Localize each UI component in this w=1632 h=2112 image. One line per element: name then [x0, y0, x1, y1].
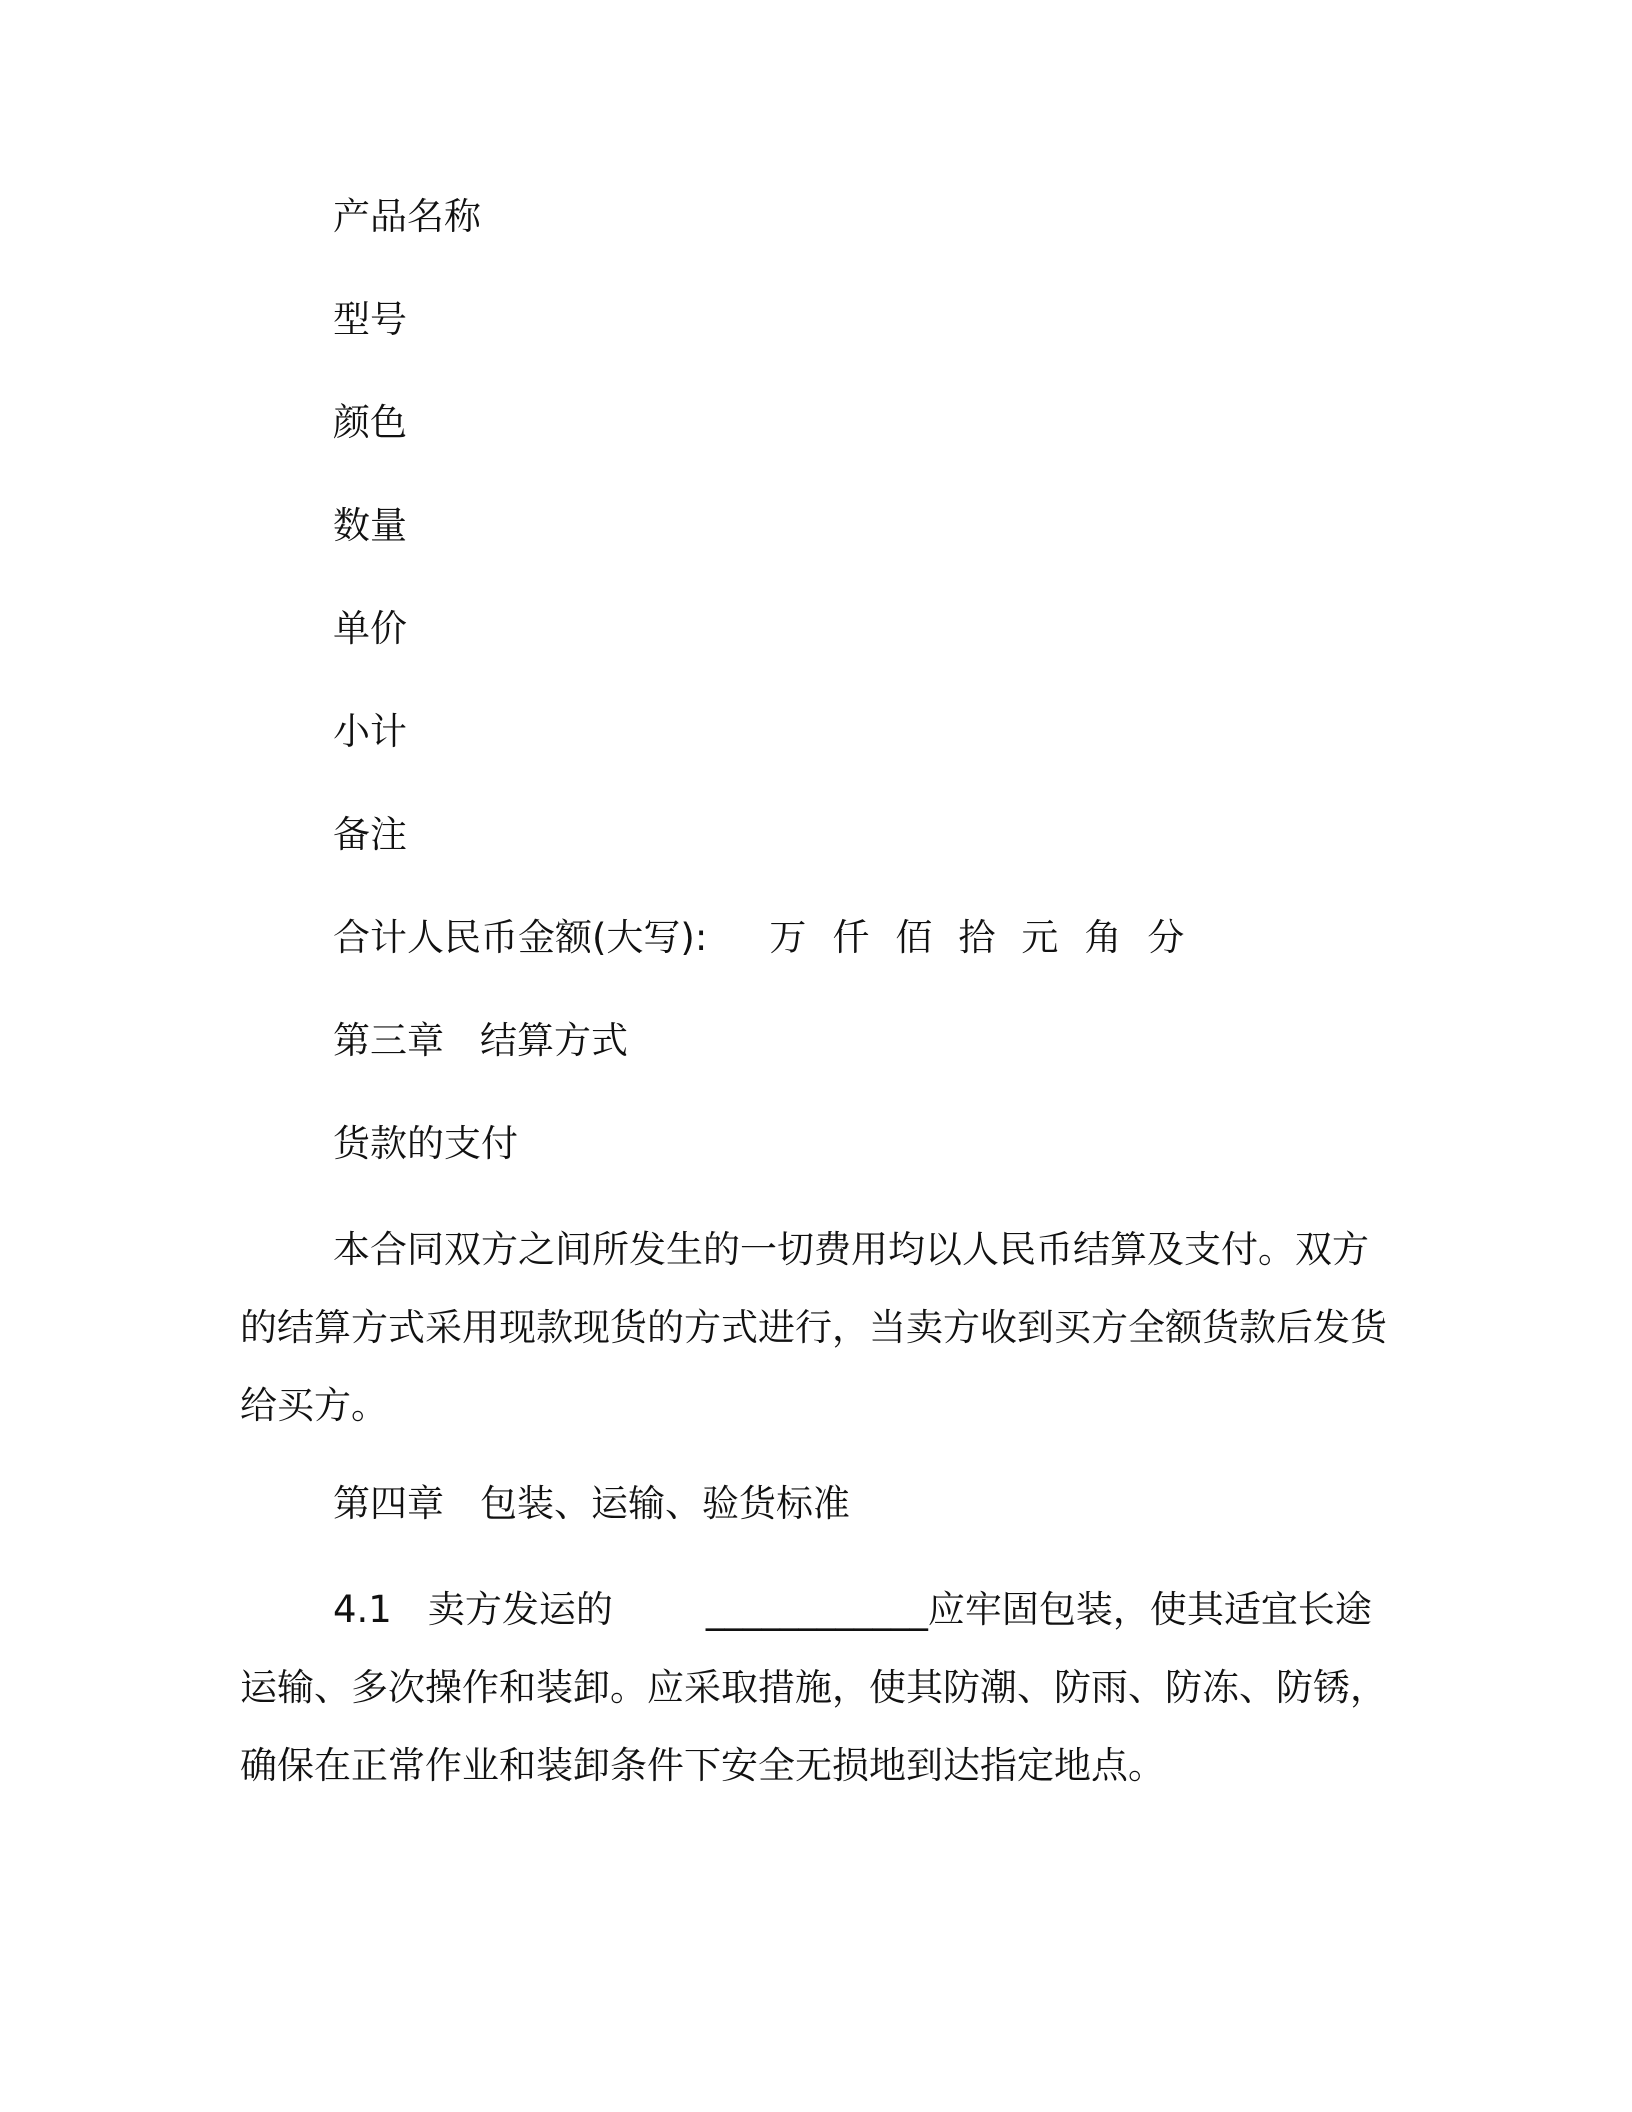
chapter-3-title: 结算方式	[480, 1019, 628, 1062]
field-product-name: 产品名称	[333, 195, 481, 238]
payment-paragraph: 本合同双方之间所发生的一切费用均以人民币结算及支付。双方的结算方式采用现款现货的方式进行，当卖方收到买方全额货款后发货给买方。	[240, 1228, 1387, 1427]
field-color: 颜色	[333, 401, 407, 444]
unit-fen: 分	[1147, 916, 1185, 959]
field-unit-price: 单价	[333, 607, 407, 650]
unit-jiao: 角	[1084, 916, 1122, 959]
total-amount-label: 合计人民币金额(大写):	[333, 916, 708, 959]
field-quantity: 数量	[333, 504, 407, 547]
field-model: 型号	[333, 298, 407, 341]
clause-4-1	[240, 1571, 1400, 1805]
unit-bai: 佰	[895, 916, 933, 959]
chapter-4-title: 包装、运输、验货标准	[480, 1482, 850, 1525]
chapter-4-heading	[333, 1482, 850, 1525]
field-remarks: 备注	[333, 813, 407, 856]
chapter-4-number: 第四章	[333, 1482, 444, 1525]
chapter-3-number: 第三章	[333, 1019, 444, 1062]
clause-4-1-blank: ____________	[705, 1588, 928, 1631]
chapter-3-heading	[333, 1019, 628, 1062]
unit-wan: 万	[769, 916, 807, 959]
payment-heading: 货款的支付	[333, 1122, 518, 1165]
total-amount-line	[333, 916, 1210, 959]
unit-shi: 拾	[958, 916, 996, 959]
field-subtotal: 小计	[333, 710, 407, 753]
clause-4-1-text: 应牢固包装，使其适宜长途运输、多次操作和装卸。应采取措施，使其防潮、防雨、防冻、防锈，确保在正常作业和装卸条件下安全无损地到达指定地点。	[240, 1588, 1387, 1787]
unit-yuan: 元	[1021, 916, 1059, 959]
unit-qian: 仟	[832, 916, 870, 959]
clause-4-1-number: 4.1	[333, 1588, 392, 1631]
clause-4-1-prefix: 卖方发运的	[427, 1588, 613, 1631]
